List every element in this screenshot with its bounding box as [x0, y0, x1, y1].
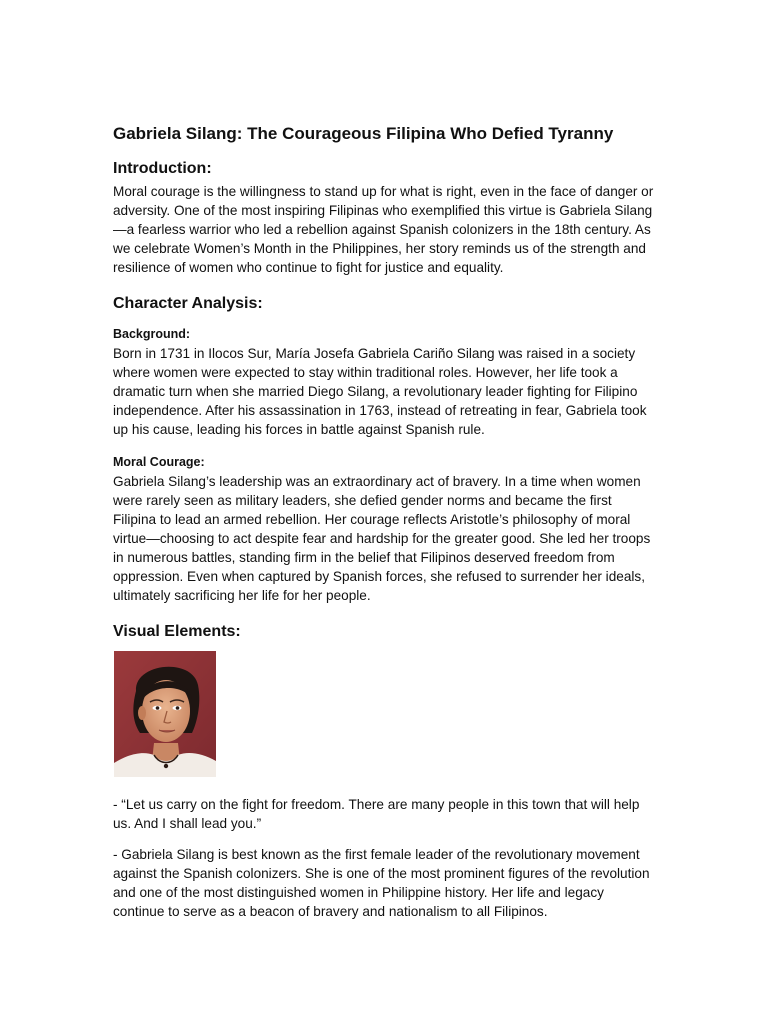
- background-heading: Background:: [113, 327, 191, 341]
- character-analysis-heading: Character Analysis:: [113, 295, 263, 312]
- document-title: Gabriela Silang: The Courageous Filipina Who Defied Tyranny: [113, 124, 614, 143]
- quote-paragraph: - “Let us carry on the fight for freedom. There are many people in this town that will help us. And I shall lead you.”: [113, 797, 640, 831]
- moral-courage-heading: Moral Courage:: [113, 455, 205, 469]
- moral-courage-paragraph: Gabriela Silang’s leadership was an extraordinary act of bravery. In a time when women were rarely seen as military leaders, she defied gender norms and became the first Filipina to lead an armed rebellion. Her courage reflects Aristotle’s philosophy of moral virtue—choosing to act despite fear and hardship for the greater good. She led her troops in numerous battles, standing firm in the belief that Filipinos deserved freedom from oppression. Even when captured by Spanish forces, she refused to surrender her ideals, ultimately sacrificing her life for her people.: [113, 474, 651, 603]
- visual-elements-heading: Visual Elements:: [113, 623, 241, 640]
- background-paragraph: Born in 1731 in Ilocos Sur, María Josefa Gabriela Cariño Silang was raised in a society where women were expected to stay within traditional roles. However, her life took a dramatic turn when she married Diego Silang, a revolutionary leader fighting for Filipino independence. After his assassination in 1763, instead of retreating in fear, Gabriela took up his cause, leading his forces in battle against Spanish rule.: [113, 346, 647, 437]
- portrait-illustration: [114, 651, 216, 777]
- description-paragraph: - Gabriela Silang is best known as the first female leader of the revolutionary movement against the Spanish colonizers. She is one of the most prominent figures of the revolution and one of the most distinguished women in Philippine history. Her life and legacy continue to serve as a beacon of bravery and nationalism to all Filipinos.: [113, 847, 650, 919]
- introduction-paragraph: Moral courage is the willingness to stand up for what is right, even in the face of danger or adversity. One of the most inspiring Filipinas who exemplified this virtue is Gabriela Silang—a fearless warrior who led a rebellion against Spanish colonizers in the 18th century. As we celebrate Women’s Month in the Philippines, her story reminds us of the strength and resilience of women who continue to fight for justice and equality.: [113, 184, 654, 275]
- introduction-heading: Introduction:: [113, 160, 212, 177]
